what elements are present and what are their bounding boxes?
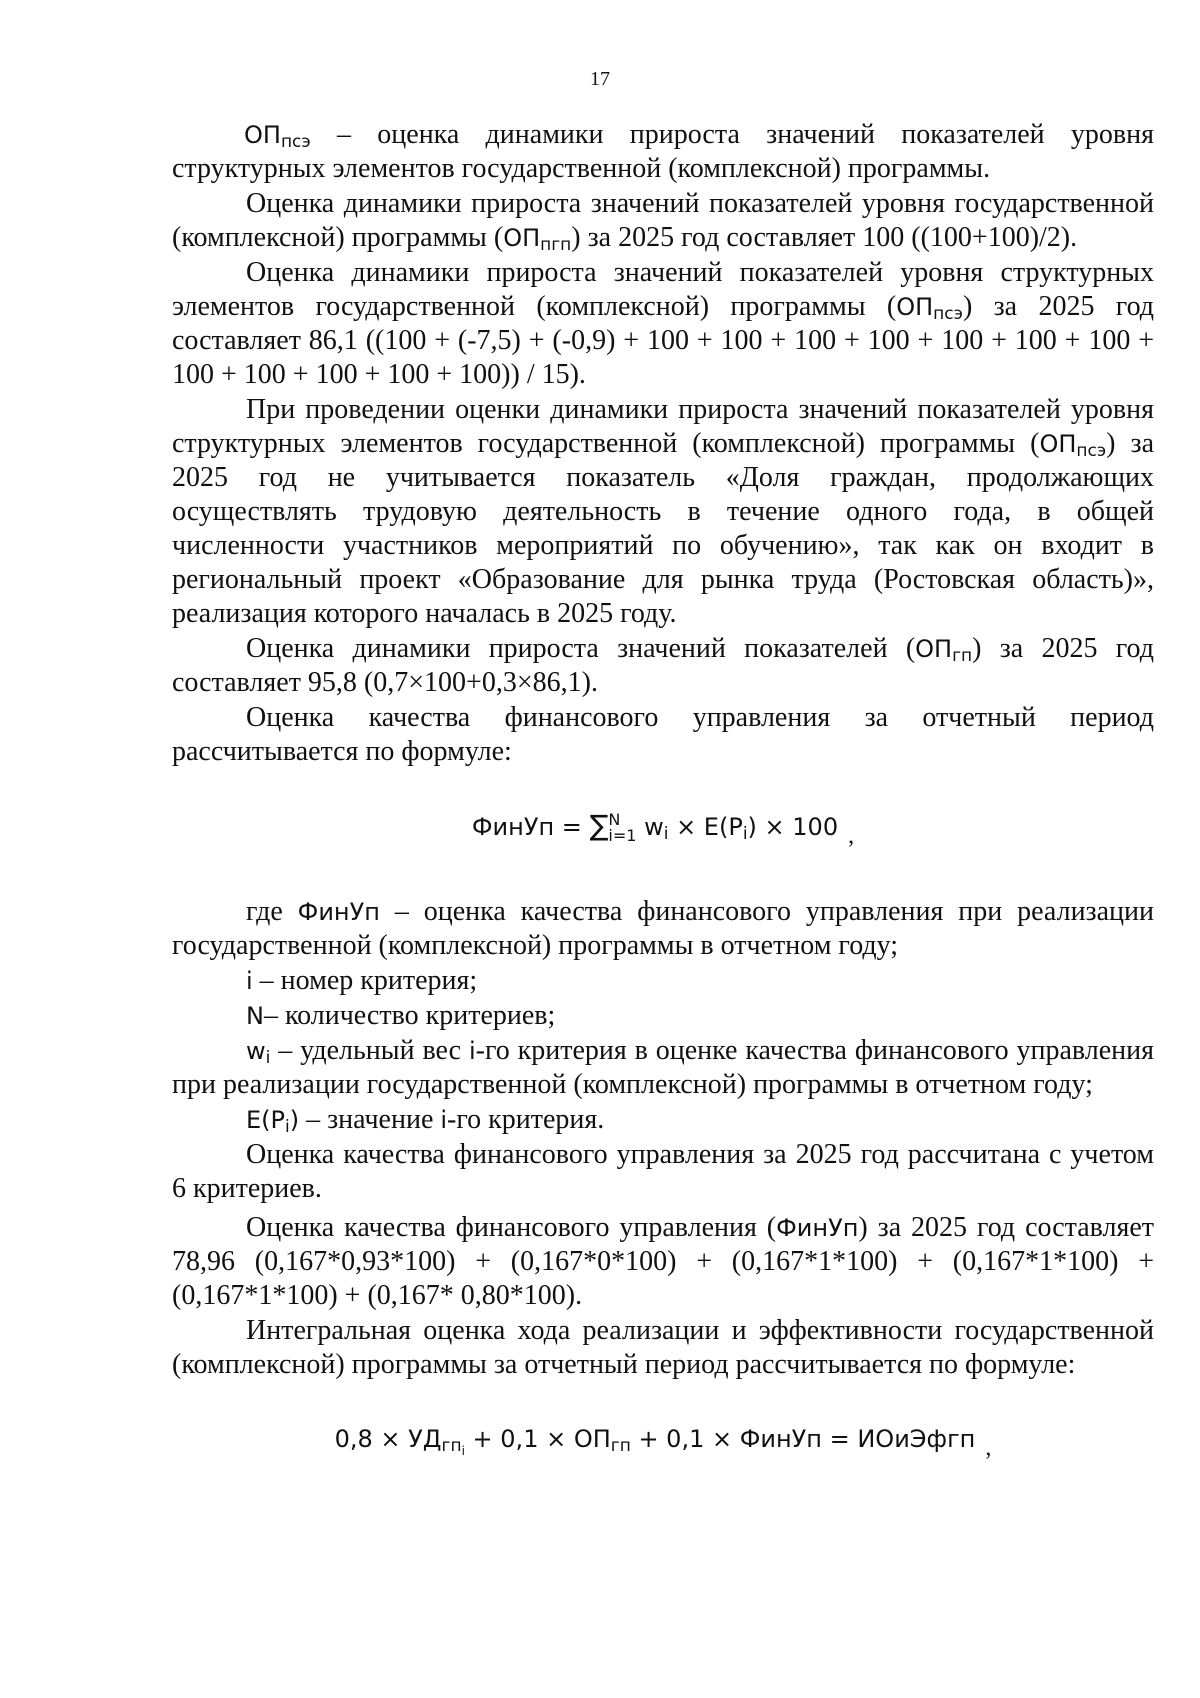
paragraph-i-definition: i – номер критерия; (246, 965, 478, 996)
paragraph-n-definition: N– количество критериев; (246, 1000, 556, 1031)
symbol-op-gp: $ОП_{гп}$ (915, 635, 973, 666)
paragraph-opgp-value: Оценка динамики прироста значений показателей уровня государственной (комплексной) программы $(ОП_{пгп})$ за 2025 год составляет 100 ((100+100)/2). (172, 188, 1154, 255)
symbol-finup: ФинУп (776, 1214, 859, 1242)
symbol-i: i (246, 967, 253, 995)
symbol-e-p-i: $E(P_i)$ (246, 1106, 300, 1137)
document-body (172, 118, 1154, 1507)
symbol-n: N (246, 1002, 264, 1030)
paragraph-w-definition: $w_i$ – удельный вес i-го критерия в оценке качества финансового управления при реализации государственной (комплексной) программы в отчетном году; (172, 1035, 1155, 1100)
paragraph-opse-value: Оценка динамики прироста значений показателей уровня структурных элементов государственной (комплексной) программы $(ОП_{псэ})$ за 2025 год составляет 86,1 ((100 + (-7,5) + (-0,9) + 100 + 100 + 100 + 100 + 100 + 100 + 100 + 100 + 100 + 100 + 100 + 100)) / 15). (172, 257, 1155, 390)
paragraph-ops-definition: $ОП_{псэ}$ – оценка динамики прироста значений показателей уровня структурных элементов государственной (комплексной) программы. (172, 119, 1154, 184)
paragraph-integral-intro: Интегральная оценка хода реализации и эффективности государственной (комплексной) программы за отчетный период рассчитывается по формуле: (172, 1315, 1154, 1380)
symbol-op-pse: $ОП_{псэ}$ (1039, 430, 1107, 461)
symbol-i: i (440, 1106, 448, 1134)
sum-symbol: ∑ (589, 809, 609, 842)
symbol-w-i: $w_i$ (246, 1037, 271, 1068)
paragraph-finup-value: Оценка качества финансового управления (ФинУп) за 2025 год составляет 78,96 (0,167*0,93*100) + (0,167*0*100) + (0,167*1*100) + (0,167*1*100) + (0,167*1*100) + (0,167* 0,80*100). (172, 1212, 1155, 1311)
paragraph-criteria-count: Оценка качества финансового управления за 2025 год рассчитана с учетом 6 критериев. (172, 1139, 1154, 1204)
symbol-i: i (468, 1037, 476, 1065)
symbol-op-pse: $ОП_{псэ}$ (896, 293, 963, 324)
paragraph-e-definition: $E(P_i)$ – значение i-го критерия. (246, 1104, 605, 1137)
paragraph-excluded-indicator: При проведении оценки динамики прироста значений показателей уровня структурных элементов государственной (комплексной) программы $(ОП_{псэ})$ за 2025 год не учитывается показатель «Доля граждан, продолжающих осуществлять трудовую деятельность в течение одного года, в общей численности участников мероприятий по обучению», так как он входит в региональный проект «Образование для рынка труда (Ростовская область)», реализация которого началась в 2025 году. (172, 394, 1154, 629)
formula-integral: $0,8 \times УД_{гп_i} + 0,1 \times ОП_{гп} + 0,1$ × ФинУп = ИОиЭфгп , (334, 1425, 992, 1461)
formula-finup: ФинУп = ∑ N i=1 $w_i \times E(P_i) \times 100$ , (471, 809, 855, 849)
symbol-finup: ФинУп (297, 898, 380, 926)
paragraph-opgp-total: Оценка динамики прироста значений показателей $(ОП_{гп})$ за 2025 год составляет 95,8 (0,7×100+0,3×86,1). (172, 633, 1154, 698)
paragraph-finup-definition: где ФинУп – оценка качества финансового управления при реализации государственной (комплексной) программы в отчетном году; (172, 896, 1154, 961)
sum-limits: N i=1 (608, 810, 637, 845)
symbol-op-pgp: $ОП_{пгп}$ (503, 224, 572, 255)
paragraph-finup-intro: Оценка качества финансового управления за отчетный период рассчитывается по формуле: (172, 702, 1154, 767)
page-number: 17 (590, 68, 610, 90)
symbol-op-pse: $ОП_{псэ}$ (244, 121, 311, 152)
